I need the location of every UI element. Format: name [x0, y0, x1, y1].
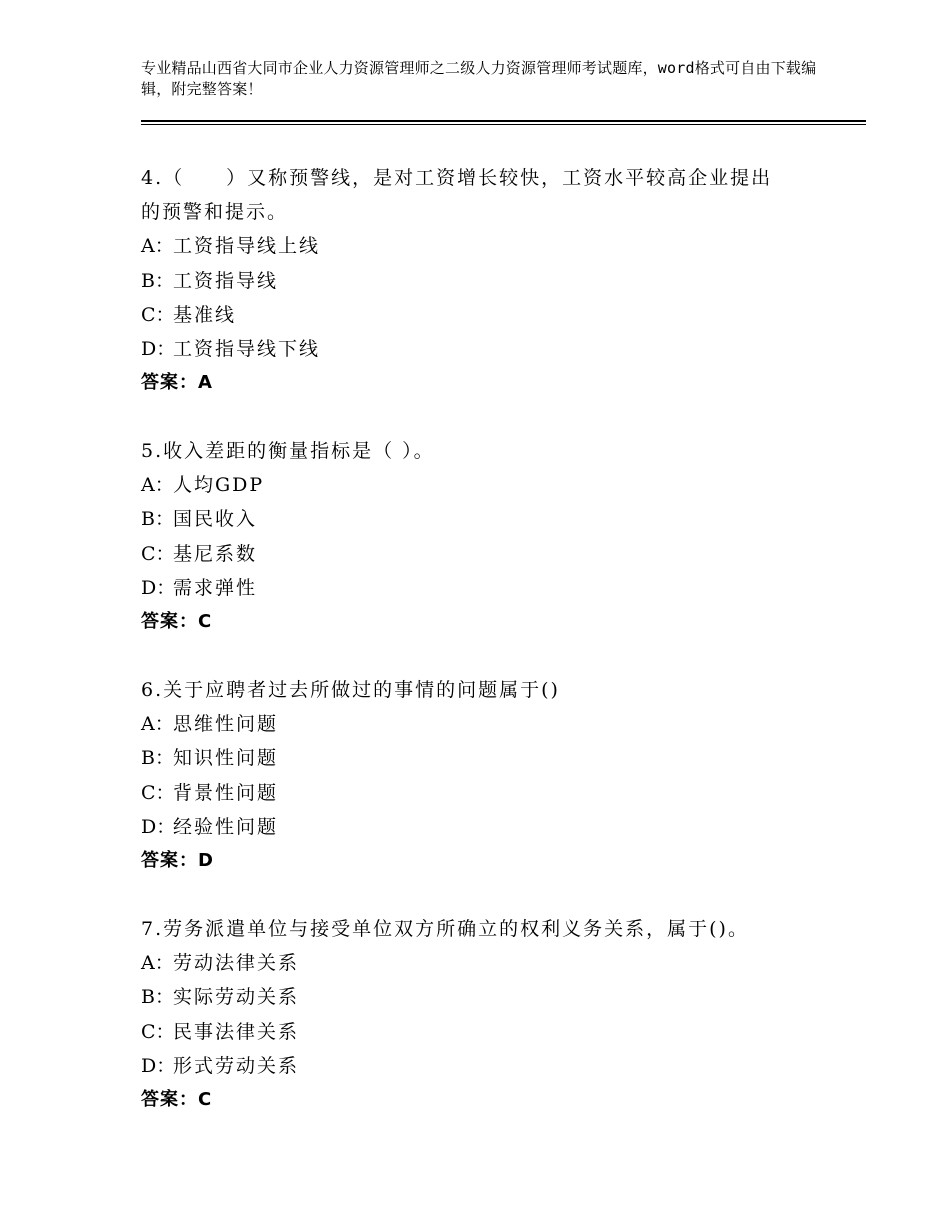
option-c	[141, 1015, 821, 1049]
option-d	[141, 810, 821, 844]
option-text: 劳动法律关系	[173, 952, 300, 975]
option-text: 实际劳动关系	[173, 986, 300, 1009]
option-a	[141, 229, 821, 263]
question-4	[141, 161, 821, 400]
option-d	[141, 571, 821, 605]
header-rule-thin	[141, 124, 866, 125]
answer-label: 答案：C	[141, 610, 213, 632]
option-text: 需求弹性	[173, 576, 258, 599]
header-rule-thick	[141, 120, 866, 122]
option-text: 工资指导线上线	[173, 235, 321, 258]
option-letter: A：	[141, 952, 174, 975]
document-header: 专业精品山西省大同市企业人力资源管理师之二级人力资源管理师考试题库，word格式可自由下载编辑，附完整答案！	[141, 59, 817, 98]
option-text: 人均GDP	[173, 474, 265, 497]
option-text: 思维性问题	[173, 713, 279, 736]
option-a	[141, 946, 821, 980]
answer-label: 答案：A	[141, 372, 213, 394]
option-a	[141, 707, 821, 741]
option-a	[141, 468, 821, 502]
option-letter: C：	[141, 1020, 175, 1043]
question-stem: 4.（ ）又称预警线，是对工资增长较快，工资水平较高企业提出	[141, 167, 773, 189]
option-text: 民事法律关系	[173, 1020, 300, 1043]
option-letter: B：	[141, 508, 174, 531]
option-letter: D：	[141, 1054, 176, 1077]
option-text: 知识性问题	[173, 747, 279, 770]
option-letter: D：	[141, 576, 176, 599]
question-6	[141, 673, 821, 878]
question-stem: 7.劳务派遣单位与接受单位双方所确立的权利义务关系，属于()。	[141, 918, 749, 940]
option-letter: D：	[141, 337, 176, 360]
option-text: 形式劳动关系	[173, 1054, 300, 1077]
option-d	[141, 1049, 821, 1083]
option-c	[141, 776, 821, 810]
question-stem: 5.收入差距的衡量指标是（ ）。	[141, 440, 435, 462]
option-b	[141, 980, 821, 1014]
answer-label: 答案：C	[141, 1088, 213, 1110]
option-b	[141, 502, 821, 536]
option-c	[141, 537, 821, 571]
option-letter: A：	[141, 713, 174, 736]
option-letter: C：	[141, 303, 175, 326]
option-letter: B：	[141, 986, 174, 1009]
option-letter: A：	[141, 235, 174, 258]
option-text: 经验性问题	[173, 815, 279, 838]
option-letter: A：	[141, 474, 174, 497]
option-b	[141, 741, 821, 775]
option-letter: C：	[141, 781, 175, 804]
question-7	[141, 912, 821, 1117]
question-5	[141, 434, 821, 639]
option-text: 国民收入	[173, 508, 258, 531]
option-letter: B：	[141, 269, 174, 292]
option-c	[141, 298, 821, 332]
option-text: 背景性问题	[173, 781, 279, 804]
option-text: 工资指导线	[173, 269, 279, 292]
option-letter: C：	[141, 542, 175, 565]
answer-label: 答案：D	[141, 849, 214, 871]
question-stem: 6.关于应聘者过去所做过的事情的问题属于()	[141, 679, 560, 701]
option-text: 工资指导线下线	[173, 337, 321, 360]
option-letter: D：	[141, 815, 176, 838]
option-d	[141, 332, 821, 366]
option-letter: B：	[141, 747, 174, 770]
option-b	[141, 264, 821, 298]
question-stem-continued: 的预警和提示。	[141, 201, 289, 224]
option-text: 基尼系数	[173, 542, 258, 565]
option-text: 基准线	[173, 303, 237, 326]
